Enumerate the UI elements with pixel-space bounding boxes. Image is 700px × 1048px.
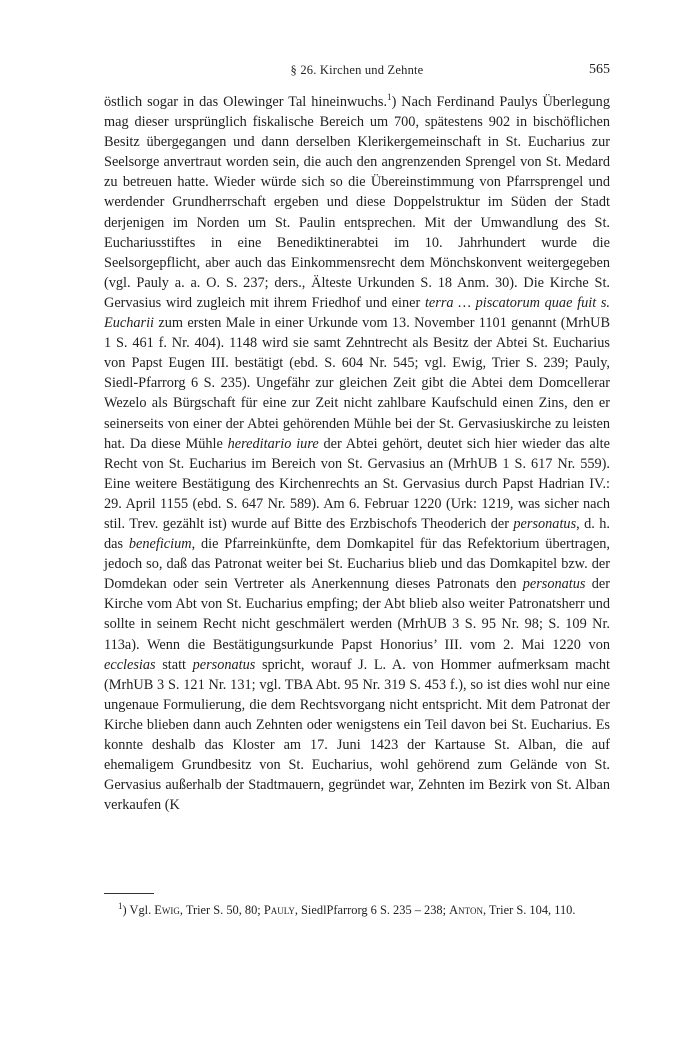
text-segment: ) Nach Ferdinand Paulys Überlegung mag dieser ursprünglich fiskalische Bereich um 700, spätestens 902 in bischöflichen Besitz übergegangen und dann derselben Klerikergemeinschaft in St. Eucharius zur Seelsorge anvertraut worden sein, die auch den angrenzenden Sprengel von St. Medard zu betreuen hatte. Wieder würde sich so die Übereinstimmung von Pfarrsprengel und werdender Grundherrschaft ergeben und diese Doppelstruktur im Süden der Stadt derjenigen im Norden um St. Paulin entsprechen. Mit der Umwandlung des St. Euchariusstiftes in eine Benediktinerabtei im 10. Jahrhundert wurde die Seelsorgepflicht, aber auch das Einkommensrecht dem Mönchskonvent weitergegeben (vgl. Pauly a. a. O. S. 237; ders., Älteste Urkunden S. 18 Anm. 30). Die Kirche St. Gervasius wird zugleich mit ihrem Friedhof und einer <box>104 94 610 311</box>
latin-term: hereditario iure <box>227 435 319 452</box>
running-title: § 26. Kirchen und Zehnte <box>290 63 424 77</box>
footnote-reference: 1 <box>387 92 392 103</box>
running-head <box>104 60 610 80</box>
footnotes <box>104 901 610 920</box>
footnote-marker: 1 <box>118 900 123 911</box>
text-segment: zum ersten Male in einer Urkunde vom 13. November 1101 genannt (MrhUB 1 S. 461 f. Nr. 404). 1148 wird sie samt Zehntrecht als Besitz der Abtei St. Eucharius von Papst Eugen III. bestätigt (ebd. S. 604 Nr. 545; vgl. Ewig, Trier S. 239; Pauly, Siedl-Pfarrorg 6 S. 235). Ungefähr zur gleichen Zeit gibt die Abtei dem Domcellerar Wezelo als Bürgschaft für eine zur Zeit nicht zahlbare Kaufschuld einen Zins, den er seinerseits von einer der Abtei gehörenden Mühle bei der St. Gervasiuskirche zu leisten hat. Da diese Mühle <box>104 315 610 452</box>
text-segment: der Abtei gehört, deutet sich hier wieder das alte Recht von St. Eucharius im Bereich von St. Gervasius an (MrhUB 1 S. 617 Nr. 559). Eine weitere Bestätigung des Kirchenrechts an St. Gervasius durch Papst Hadrian IV.: 29. April 1155 (ebd. S. 647 Nr. 589). Am 6. Februar 1220 (Urk: 1219, was sicher nach stil. Trev. gezählt ist) wurde auf Bitte des Erzbischofs Theoderich der <box>104 435 611 532</box>
text-segment: spricht, worauf J. L. A. von Hommer aufmerksam macht (MrhUB 3 S. 121 Nr. 131; vgl. TBA Abt. 95 Nr. 319 S. 453 f.), so ist dies wohl nur eine ungenaue Formulierung, die dem Rechtsvorgang nicht entspricht. Mit dem Patronat der Kirche blieben dann auch Zehnten oder wenigstens ein Teil davon bei St. Eucharius. Es konnte deshalb das Kloster am 17. Juni 1423 der Kartause St. Alban, die auf ehemaligem Grundbesitz von St. Eucharius, wohl gehörend zum Gelände von St. Gervasius außerhalb der Stadtmauern, gegründet war, Zehnten im Bezirk von St. Alban verkaufen (K <box>104 656 610 814</box>
footnote-text: , Trier S. 104, 110. <box>482 903 576 917</box>
latin-term: personatus <box>513 515 577 532</box>
paragraph <box>104 92 610 815</box>
text-segment: statt <box>155 656 193 673</box>
footnote-divider <box>104 893 154 894</box>
text-segment: , die Pfarreinkünfte, dem Domkapitel für das Refektorium übertragen, jedoch so, daß das Patronat weiter bei St. Eucharius blieb und das Domkapitel bzw. der Domdekan oder sein Vertreter als Anerkennung dieses Patronats den <box>104 536 611 593</box>
latin-quote: terra … piscatorum quae fuit s. Eucharii <box>104 294 610 332</box>
author-name: Pauly <box>263 903 295 917</box>
page-number: 565 <box>589 62 610 77</box>
latin-term: beneficium <box>128 536 192 553</box>
text-segment: östlich sogar in das Olewinger Tal hineinwuchs. <box>104 94 388 110</box>
latin-term: ecclesias <box>104 656 156 673</box>
latin-term: personatus <box>522 576 586 593</box>
text-segment: , d. h. das <box>104 515 610 553</box>
footnote-text: ) Vgl. <box>122 903 155 917</box>
footnote <box>104 901 610 920</box>
author-name: Ewig <box>154 903 180 917</box>
latin-term: personatus <box>192 656 256 673</box>
main-text <box>104 92 610 815</box>
author-name: Anton <box>449 903 483 917</box>
footnote-text: , Trier S. 50, 80; <box>179 903 264 917</box>
text-segment: der Kirche vom Abt von St. Eucharius empfing; der Abt blieb also weiter Patronatsherr und sollte in seinem Recht nicht geschmälert werden (MrhUB 3 S. 95 Nr. 98; S. 109 Nr. 113a). Wenn die Bestätigungsurkunde Papst Honorius’ III. vom 2. Mai 1220 von <box>104 576 610 653</box>
footnote-text: , SiedlPfarrorg 6 S. 235 – 238; <box>294 903 450 917</box>
